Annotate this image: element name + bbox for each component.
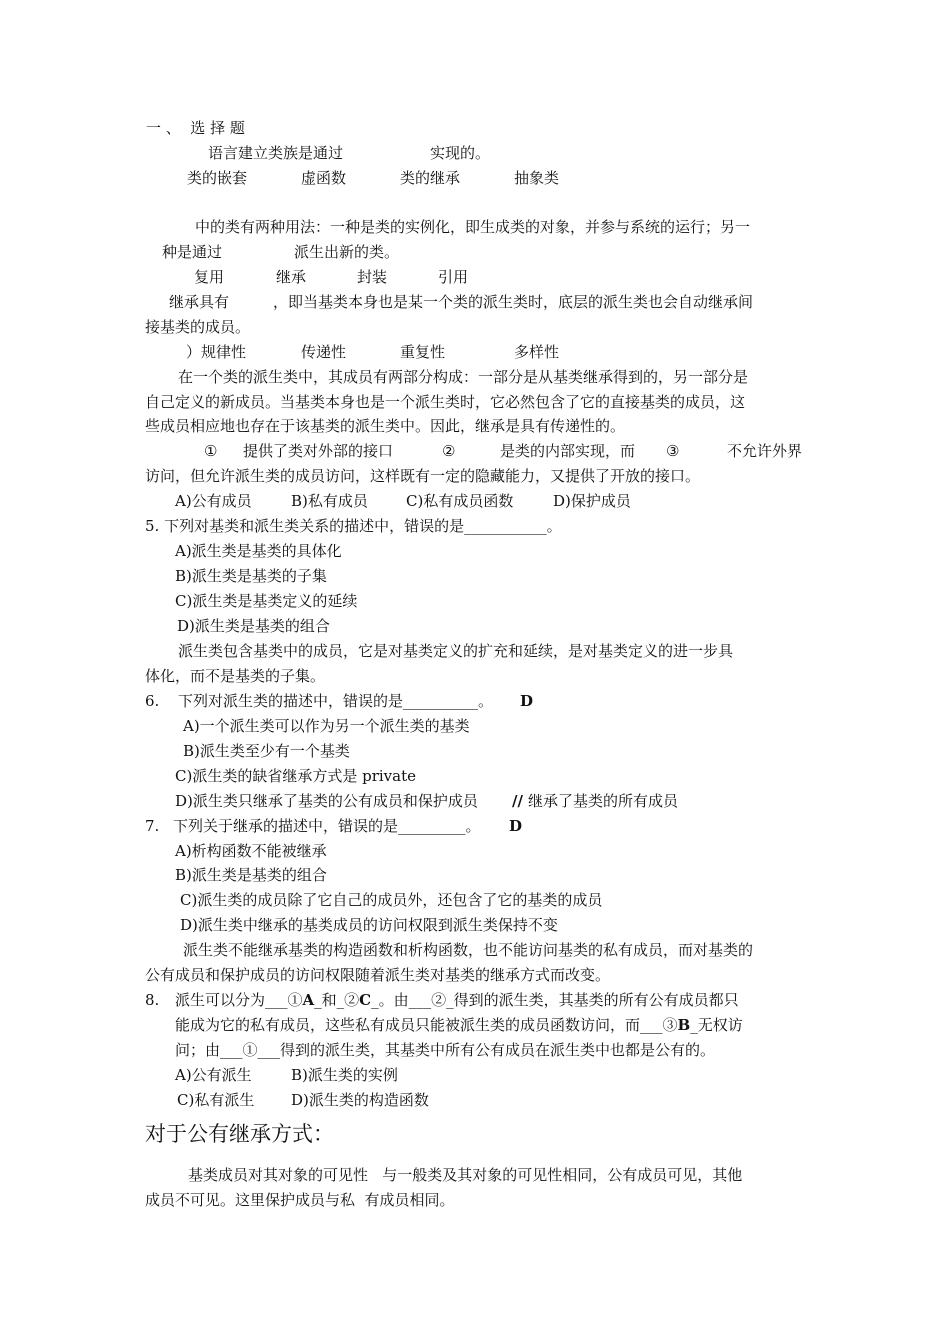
q8-option: A)公有派生	[175, 1066, 252, 1084]
q6-option: D)派生类只继承了基类的公有成员和保护成员	[175, 792, 478, 810]
q4-text-2: 是类的内部实现，而	[500, 442, 636, 460]
q7-answer: D	[509, 817, 523, 835]
q3-option: ）规律性	[186, 343, 247, 361]
q8-line1	[175, 990, 739, 1010]
q8-line1-part: 派生可以分为___①	[175, 991, 303, 1009]
q8-answer-1: A	[302, 991, 315, 1009]
q4-option: A)公有成员	[175, 492, 252, 510]
q8-option: D)派生类的构造函数	[291, 1091, 429, 1109]
q2-option: 继承	[276, 268, 307, 286]
q5-option: C)派生类是基类定义的延续	[175, 592, 358, 610]
q8-line2-part: _无权访	[690, 1016, 743, 1034]
q6-stem: 下列对派生类的描述中，错误的是__________。	[178, 692, 494, 710]
q8-line1-part: _。由___②_得到的派生类，其基类的所有公有成员都只	[371, 991, 739, 1009]
q4-option: C)私有成员函数	[406, 492, 514, 510]
q5-explanation-line1: 派生类包含基类中的成员，它是对基类定义的扩充和延续，是对基类定义的进一步具	[178, 642, 734, 660]
q1-stem-part2: 实现的。	[430, 144, 491, 162]
section-heading: 一 、 选 择 题	[146, 119, 245, 137]
q8-answer-2: C	[359, 991, 372, 1009]
q8-number: 8.	[145, 991, 160, 1009]
q7-number: 7.	[145, 817, 160, 835]
q3-option: 传递性	[301, 343, 347, 361]
q2-option: 引用	[438, 268, 469, 286]
q7-option: B)派生类是基类的组合	[175, 866, 327, 884]
q6-answer: D	[520, 692, 534, 710]
q5-stem: 5. 下列对基类和派生类关系的描述中，错误的是___________。	[145, 517, 562, 535]
q6-option: B)派生类至少有一个基类	[183, 742, 350, 760]
q4-circle-2: ②	[442, 442, 456, 460]
q5-option: B)派生类是基类的子集	[175, 567, 327, 585]
q4-circle-3: ③	[666, 442, 680, 460]
q6-option: A)一个派生类可以作为另一个派生类的基类	[183, 717, 470, 735]
q8-answer-3: B	[677, 1016, 691, 1034]
q7-stem: 下列关于继承的描述中，错误的是_________。	[173, 817, 481, 835]
q1-option: 类的继承	[400, 169, 461, 187]
q6-option: C)派生类的缺省继承方式是 private	[175, 767, 416, 785]
q3-option: 重复性	[400, 343, 446, 361]
q4-text-3: 不允许外界	[727, 442, 803, 460]
q6-number: 6.	[145, 692, 160, 710]
q1-option: 抽象类	[514, 169, 560, 187]
q2-option: 复用	[194, 268, 225, 286]
q7-option: A)析构函数不能被继承	[175, 842, 327, 860]
q3-line1-part1: 继承具有	[169, 293, 230, 311]
q3-line2: 接基类的成员。	[145, 318, 251, 336]
q8-line3: 问；由___①___得到的派生类，其基类中所有公有成员在派生类中也都是公有的。	[175, 1041, 716, 1059]
q8-option: C)私有派生	[177, 1091, 255, 1109]
q1-option: 虚函数	[301, 169, 347, 187]
q3-option: 多样性	[514, 343, 560, 361]
q3-explanation-line2: 自己定义的新成员。当基类本身也是一个派生类时，它必然包含了它的直接基类的成员，这	[145, 393, 746, 411]
q1-stem-part1: 语言建立类族是通过	[208, 144, 344, 162]
q2-line2-part2: 派生出新的类。	[294, 243, 400, 261]
q1-option: 类的嵌套	[187, 169, 248, 187]
q4-option: D)保护成员	[553, 492, 631, 510]
q4-circle-1: ①	[204, 442, 218, 460]
q8-line2	[175, 1015, 743, 1035]
q3-explanation-line3: 些成员相应地也存在于该基类的派生类中。因此，继承是具有传递性的。	[145, 417, 626, 435]
q4-text-1: 提供了类对外部的接口	[243, 442, 394, 460]
public-inheritance-line1: 基类成员对其对象的可见性 与一般类及其对象的可见性相同，公有成员可见，其他	[188, 1166, 743, 1184]
q5-option: A)派生类是基类的具体化	[175, 542, 342, 560]
q6-note: 继承了基类的所有成员	[528, 792, 679, 810]
q2-line1: 中的类有两种用法：一种是类的实例化，即生成类的对象，并参与系统的运行；另一	[195, 218, 751, 236]
q4-option: B)私有成员	[291, 492, 368, 510]
q7-explanation-line2: 公有成员和保护成员的访问权限随着派生类对基类的继承方式而改变。	[145, 966, 611, 984]
q3-line1-part2: ，即当基类本身也是某一个类的派生类时，底层的派生类也会自动继承间	[273, 293, 754, 311]
q7-explanation-line1: 派生类不能继承基类的构造函数和析构函数，也不能访问基类的私有成员，而对基类的	[183, 941, 754, 959]
q7-option: C)派生类的成员除了它自己的成员外，还包含了它的基类的成员	[180, 891, 603, 909]
q2-option: 封装	[357, 268, 388, 286]
q6-note-mark: //	[512, 792, 523, 810]
public-inheritance-line2: 成员不可见。这里保护成员与私 有成员相同。	[145, 1191, 455, 1209]
q7-option: D)派生类中继承的基类成员的访问权限到派生类保持不变	[180, 916, 558, 934]
q3-explanation-line1: 在一个类的派生类中，其成员有两部分构成：一部分是从基类继承得到的，另一部分是	[178, 368, 749, 386]
q5-option: D)派生类是基类的组合	[177, 617, 330, 635]
q8-line2-part: 能成为它的私有成员，这些私有成员只能被派生类的成员函数访问，而___③	[175, 1016, 678, 1034]
q5-explanation-line2: 体化，而不是基类的子集。	[145, 667, 326, 685]
q8-option: B)派生类的实例	[291, 1066, 398, 1084]
public-inheritance-heading: 对于公有继承方式：	[145, 1122, 334, 1146]
q2-line2-part1: 种是通过	[162, 243, 223, 261]
q4-line2: 访问，但允许派生类的成员访问，这样既有一定的隐藏能力，又提供了开放的接口。	[145, 467, 701, 485]
q8-line1-part: _和_②	[314, 991, 360, 1009]
